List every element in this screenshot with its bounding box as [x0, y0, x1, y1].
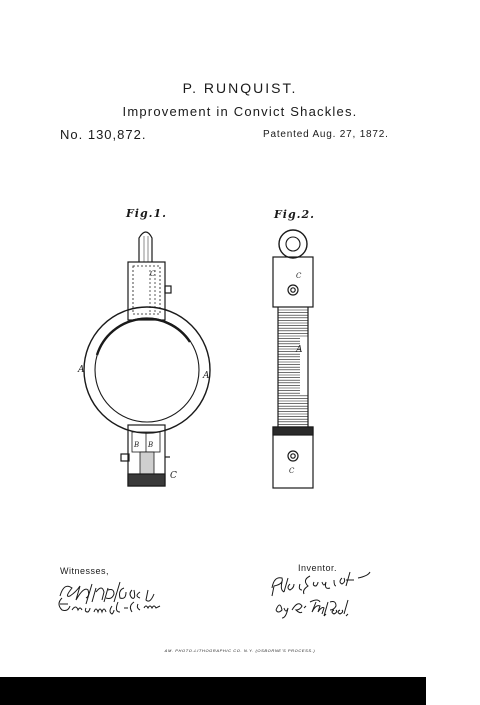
inventor-signatures — [272, 572, 370, 618]
signature-inventor — [272, 572, 370, 596]
scan-border-bar — [0, 677, 426, 705]
patent-date: Patented Aug. 27, 1872. — [263, 129, 389, 140]
fig1-label-c-top: C — [150, 270, 156, 278]
signature-witness-2 — [59, 598, 160, 614]
fig2-label-c-bottom: C — [289, 467, 295, 475]
fig2-eye-loop — [279, 230, 307, 258]
fig2-bottom-block — [273, 427, 313, 488]
signature-witness-1 — [60, 582, 154, 604]
fig2-label: Fig.2. — [274, 208, 315, 221]
fig2-top-block — [273, 257, 313, 307]
fig2-label-a: A — [296, 345, 303, 355]
fig1-side-pin — [165, 286, 171, 293]
witnesses-label: Witnesses, — [60, 566, 110, 576]
fig1-top-clamp — [128, 262, 165, 320]
fig2-part-labels — [289, 272, 303, 475]
fig1-top-stem — [139, 232, 152, 262]
fig1-outer-ring — [84, 307, 210, 433]
inventor-label: Inventor. — [298, 563, 338, 573]
fig1-label-c-bottom: C — [170, 471, 177, 481]
patent-number: No. 130,872. — [60, 127, 147, 142]
inventor-name: P. RUNQUIST. — [182, 80, 298, 96]
fig2-strap-drawing — [273, 230, 313, 488]
fig1-label-b-right: B — [148, 441, 154, 449]
fig1-shackle-drawing — [84, 232, 210, 486]
lithographer-imprint: AM. PHOTO-LITHOGRAPHIC CO. N.Y. (OSBORNE'S PROCESS.) — [164, 648, 316, 653]
witness-signatures — [59, 582, 160, 614]
signature-attorney — [276, 600, 348, 618]
fig2-strap-hatching — [278, 310, 308, 424]
fig1-label-b-left: B — [134, 441, 140, 449]
fig1-label-a-right: A — [203, 371, 210, 381]
fig1-part-labels — [77, 270, 210, 481]
patent-title: Improvement in Convict Shackles. — [122, 104, 358, 119]
fig1-label-a-left: A — [78, 365, 85, 375]
fig2-label-c-top: C — [296, 272, 302, 280]
fig1-label: Fig.1. — [126, 207, 167, 220]
